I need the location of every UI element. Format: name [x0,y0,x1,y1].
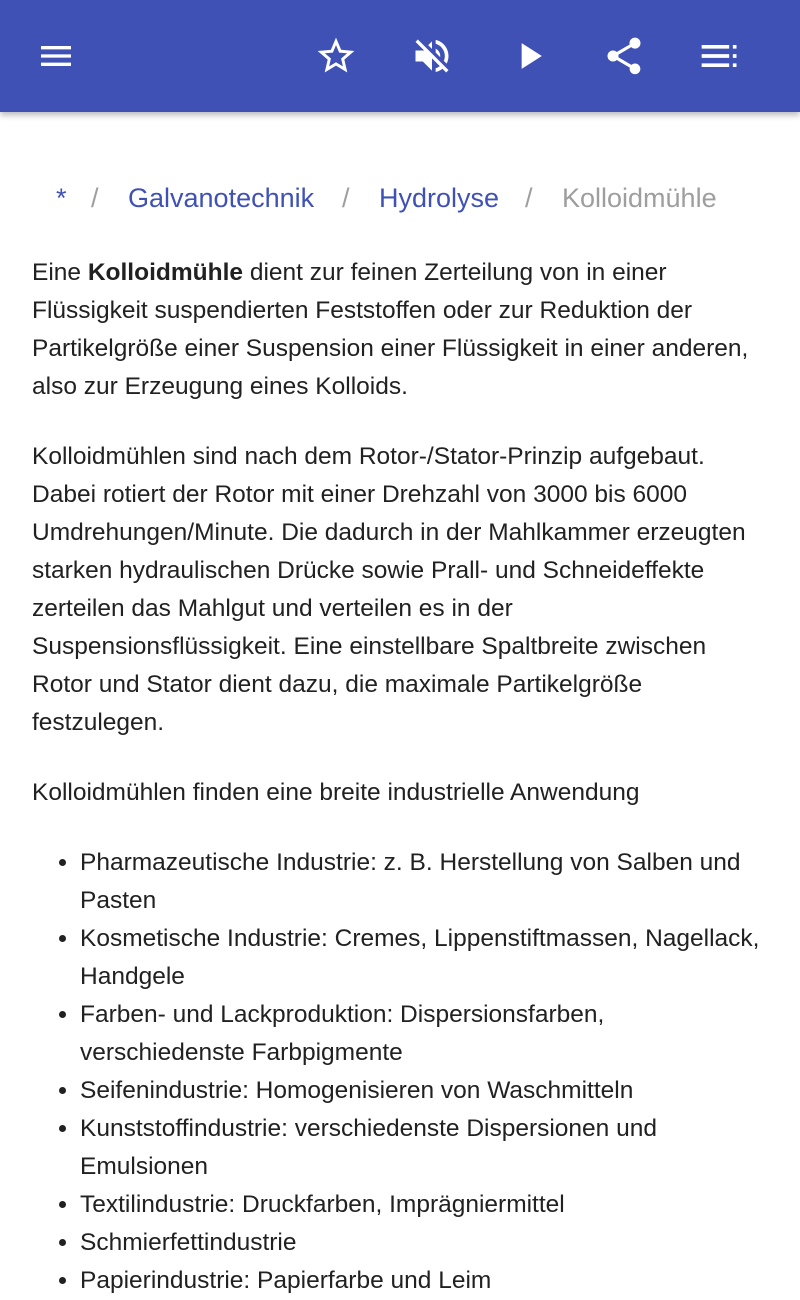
mute-button[interactable] [402,26,462,86]
article-term: Kolloidmühle [87,259,244,286]
play-button[interactable] [499,26,559,86]
intro-paragraph [32,254,772,406]
list-item: • Schmierfettindustrie [80,1224,772,1262]
breadcrumb-separator: / [342,183,350,213]
list-item: • Kunststoffindustrie: verschiedenste Dispersionen und Emulsionen [80,1110,772,1186]
applications-list [32,844,772,1300]
star-outline-icon [314,34,358,78]
list-item: • Textilindustrie: Druckfarben, Imprägniermittel [80,1186,772,1224]
list-item: • Farben- und Lackproduktion: Dispersionsfarben, verschiedenste Farbpigmente [80,996,772,1072]
app-toolbar [0,0,800,112]
breadcrumb-separator: / [525,183,533,213]
article-content [0,112,800,1294]
share-icon [602,34,646,78]
favorite-button[interactable] [306,26,366,86]
list-item: • Papierindustrie: Papierfarbe und Leim [80,1262,772,1300]
list-item: • Kosmetische Industrie: Cremes, Lippenstiftmassen, Nagellack, Handgele [80,920,772,996]
applications-intro-paragraph: Kolloidmühlen finden eine breite industrielle Anwendung [32,779,640,806]
list-icon [698,34,742,78]
share-button[interactable] [594,26,654,86]
breadcrumb-current: Kolloidmühle [562,183,717,213]
menu-icon [36,36,76,76]
volume-off-icon [410,34,454,78]
contents-button[interactable] [690,26,750,86]
intro-text-after: dient zur feinen Zerteilung von in einer Flüssigkeit suspendierten Feststoffen oder zur Reduktion der Partikelgröße einer Suspension einer Flüssigkeit in einer anderen, also zur Erzeugung eines Kolloids. [32,259,749,400]
intro-text-before: Eine [32,259,88,286]
menu-button[interactable] [26,26,86,86]
list-item: • Seifenindustrie: Homogenisieren von Waschmitteln [80,1072,772,1110]
breadcrumb-root-link[interactable]: * [56,183,67,213]
breadcrumb [0,178,800,218]
list-item: • Pharmazeutische Industrie: z. B. Herstellung von Salben und Pasten [80,844,772,920]
breadcrumb-link-hydrolyse[interactable]: Hydrolyse [379,183,500,213]
breadcrumb-separator: / [91,183,99,213]
article-body [32,254,772,1300]
play-icon [507,34,551,78]
breadcrumb-link-galvanotechnik[interactable]: Galvanotechnik [128,183,315,213]
rotor-stator-paragraph: Kolloidmühlen sind nach dem Rotor-/Stator-Prinzip aufgebaut. Dabei rotiert der Rotor mit einer Drehzahl von 3000 bis 6000 Umdrehungen/Minute. Die dadurch in der Mahlkammer erzeugten starken hydraulischen Drücke sowie Prall- und Schneideffekte zerteilen das Mahlgut und verteilen es in der Suspensionsflüssigkeit. Eine einstellbare Spaltbreite zwischen Rotor und Stator dient dazu, die maximale Partikelgröße festzulegen. [32,443,746,736]
